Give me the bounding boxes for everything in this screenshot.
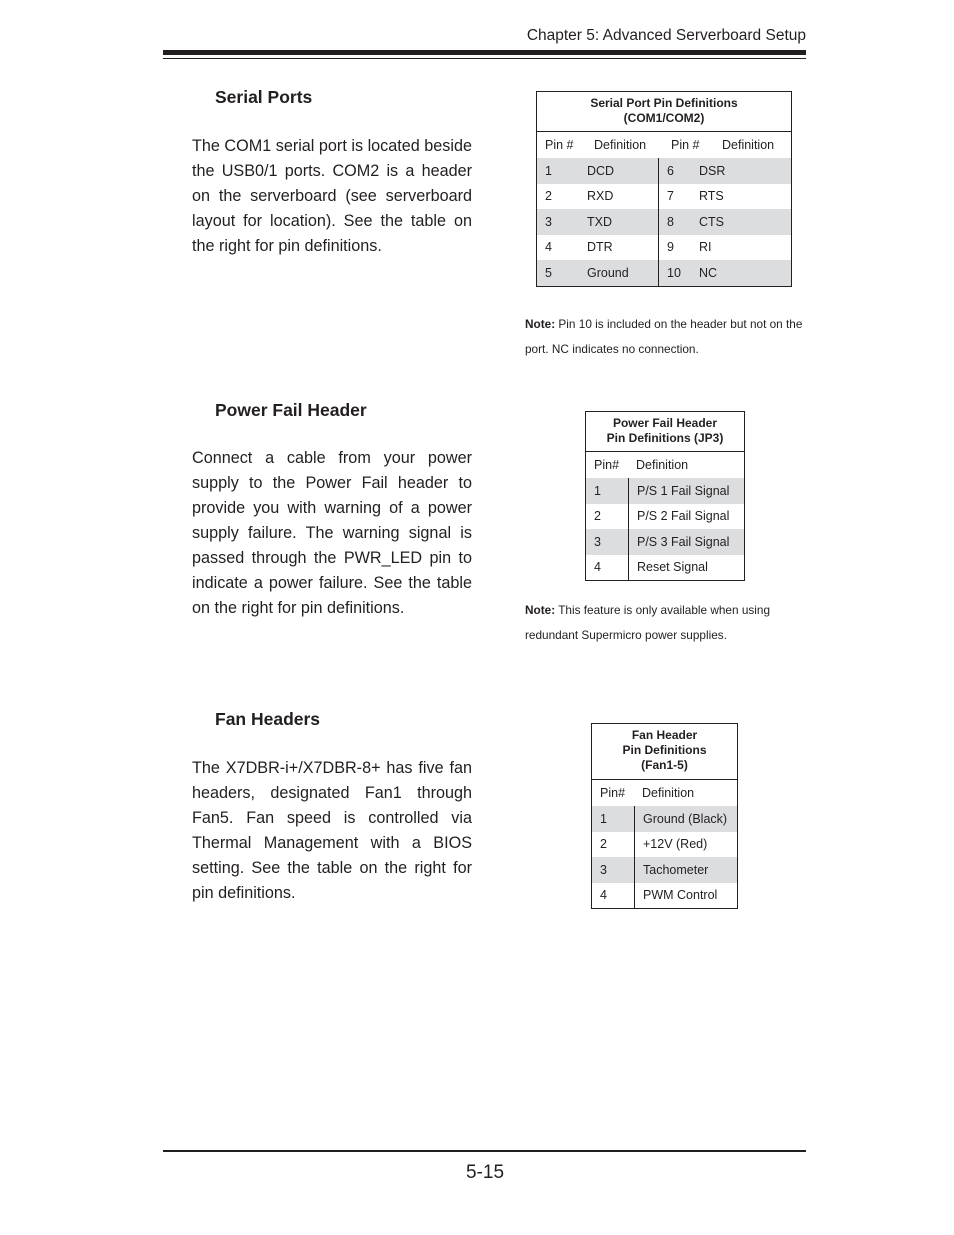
table-row <box>592 883 737 909</box>
table-cell: DTR <box>587 240 613 255</box>
table-row <box>537 158 791 184</box>
table-cell: Ground (Black) <box>634 806 737 832</box>
power-fail-pin-table <box>585 411 745 581</box>
fan-headers-body: The X7DBR-i+/X7DBR-8+ has five fan headers, designated Fan1 through Fan5. Fan speed is controlled via Thermal Management with a BIOS setting. See the table on the right for pin definitions. <box>192 759 472 902</box>
table-header-row <box>592 780 737 806</box>
note-label: Note: <box>525 603 556 617</box>
table-title-line: (COM1/COM2) <box>623 111 705 125</box>
note-label: Note: <box>525 317 556 331</box>
serial-ports-body: The COM1 serial port is located beside the USB0/1 ports. COM2 is a header on the serverboard (see serverboard layout for location). See the table on the right for pin definitions. <box>192 137 472 255</box>
table-row <box>537 260 791 286</box>
table-cell: RTS <box>699 189 724 204</box>
table-cell: 4 <box>600 888 607 903</box>
column-header: Pin# <box>600 786 626 800</box>
table-cell: 2 <box>594 509 601 524</box>
table-cell: 8 <box>658 209 699 235</box>
table-row <box>586 555 744 581</box>
serial-port-pin-table <box>536 91 792 287</box>
table-cell: 7 <box>658 184 699 210</box>
table-cell: RI <box>699 240 712 255</box>
column-header: Definition <box>594 138 647 152</box>
table-row <box>537 209 791 235</box>
footer-rule <box>163 1150 806 1152</box>
table-row <box>537 184 791 210</box>
serial-ports-note <box>525 312 807 362</box>
column-header: Definition <box>642 786 695 800</box>
table-row <box>592 806 737 832</box>
table-row <box>586 504 744 530</box>
table-row <box>592 857 737 883</box>
table-cell: 1 <box>545 163 552 178</box>
table-title-line: Pin Definitions <box>622 743 707 757</box>
table-cell: 5 <box>545 265 552 280</box>
column-header: Pin# <box>594 458 620 472</box>
table-cell: 6 <box>658 158 699 184</box>
table-cell: +12V (Red) <box>634 832 737 858</box>
note-text: This feature is only available when using redundant Supermicro power supplies. <box>525 603 771 642</box>
table-cell: Tachometer <box>634 857 737 883</box>
column-header: Pin # <box>671 138 700 152</box>
table-cell: Ground <box>587 265 629 280</box>
fan-headers-heading: Fan Headers <box>215 709 321 729</box>
table-title-line: Serial Port Pin Definitions <box>590 96 738 110</box>
table-cell: 3 <box>594 534 601 549</box>
table-cell: DSR <box>699 163 726 178</box>
table-row <box>537 235 791 261</box>
table-cell: 3 <box>600 862 607 877</box>
table-cell: 10 <box>658 260 699 286</box>
table-cell: 9 <box>658 235 699 261</box>
column-header: Definition <box>722 138 775 152</box>
table-row <box>586 478 744 504</box>
table-cell: P/S 2 Fail Signal <box>628 504 744 530</box>
table-cell: 2 <box>600 837 607 852</box>
table-title <box>537 92 791 132</box>
table-title <box>592 724 737 780</box>
table-cell: Reset Signal <box>628 555 744 581</box>
fan-header-pin-table <box>591 723 738 909</box>
table-cell: 4 <box>545 240 552 255</box>
header-rule-thick <box>163 50 806 55</box>
power-fail-note <box>525 598 807 648</box>
header-rule-thin <box>163 58 806 59</box>
table-header-row <box>537 132 791 158</box>
table-cell: 1 <box>594 483 601 498</box>
serial-ports-heading: Serial Ports <box>215 87 313 107</box>
table-title-line: (Fan1-5) <box>641 758 688 772</box>
column-header: Pin # <box>545 138 574 152</box>
table-title <box>586 412 744 452</box>
table-cell: P/S 3 Fail Signal <box>628 529 744 555</box>
power-fail-body: Connect a cable from your power supply to the Power Fail header to provide you with warning of a power supply failure. The warning signal is passed through the PWR_LED pin to indicate a power failure. See the table on the right for pin definitions. <box>192 449 472 617</box>
table-title-line: Power Fail Header <box>612 416 718 430</box>
chapter-title: Chapter 5: Advanced Serverboard Setup <box>526 27 806 44</box>
note-text: Pin 10 is included on the header but not on the port. NC indicates no connection. <box>525 317 803 356</box>
page-number: 5-15 <box>465 1162 505 1183</box>
power-fail-heading: Power Fail Header <box>215 400 367 420</box>
table-row <box>592 832 737 858</box>
table-header-row <box>586 452 744 478</box>
table-cell: 3 <box>545 214 552 229</box>
table-cell: 4 <box>594 560 601 575</box>
table-cell: 1 <box>600 811 607 826</box>
table-title-line: Fan Header <box>631 728 698 742</box>
table-cell: NC <box>699 265 718 280</box>
table-cell: 2 <box>545 189 552 204</box>
table-title-line: Pin Definitions (JP3) <box>606 431 724 445</box>
table-cell: TXD <box>587 214 612 229</box>
table-cell: CTS <box>699 214 724 229</box>
table-cell: PWM Control <box>634 883 737 909</box>
table-cell: DCD <box>587 163 615 178</box>
column-header: Definition <box>636 458 689 472</box>
table-row <box>586 529 744 555</box>
table-cell: P/S 1 Fail Signal <box>628 478 744 504</box>
table-cell: RXD <box>587 189 614 204</box>
